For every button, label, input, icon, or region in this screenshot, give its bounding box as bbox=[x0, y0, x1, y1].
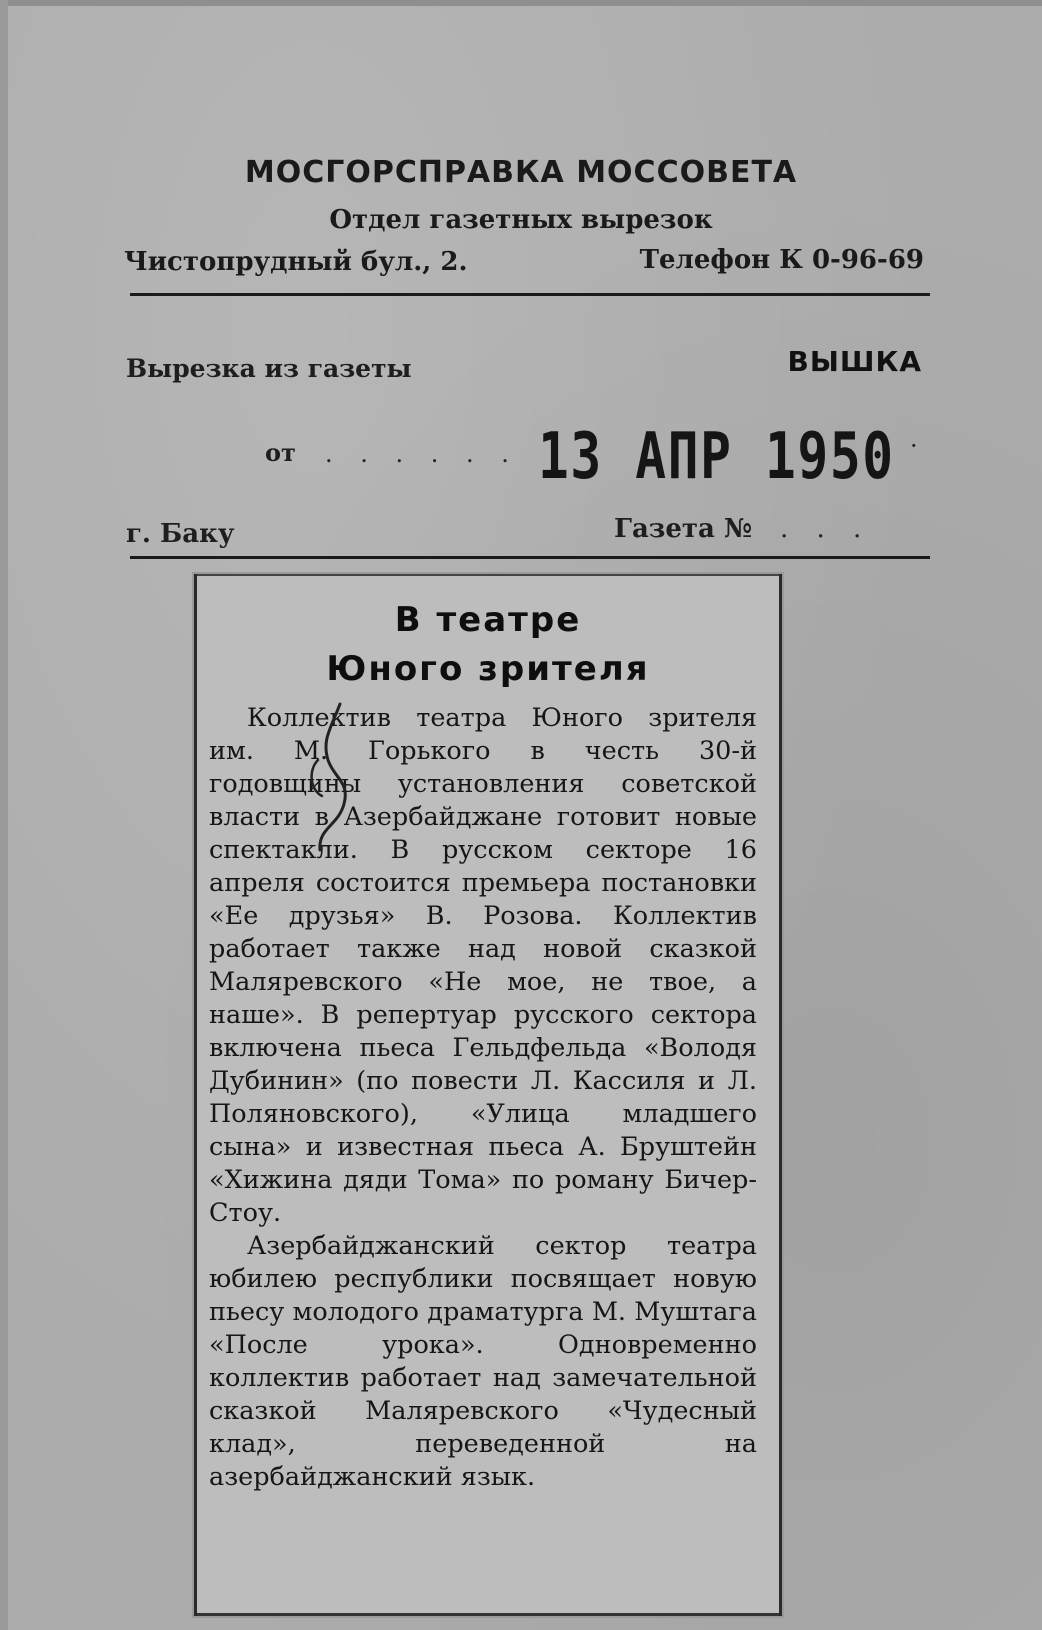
form-divider bbox=[130, 556, 930, 559]
city: г. Баку bbox=[126, 519, 235, 549]
newspaper-number-dots: . . . bbox=[780, 514, 872, 544]
scan-edge-left bbox=[0, 0, 8, 1630]
header-divider bbox=[130, 293, 930, 296]
newspaper-clipping bbox=[194, 574, 782, 1616]
scan-edge-top bbox=[0, 0, 1042, 6]
date-end-dot: · bbox=[910, 432, 918, 460]
clipping-bottom-rule bbox=[197, 1613, 779, 1616]
article-paragraph-2: Азербайджанский сектор театра юбилею республики посвящает новую пьесу молодого драматурга М. Муштага «После урока». Одновременно коллектив работает над замечательной сказкой Маляревского «Чудесный клад», переведенной на азербайджанский язык. bbox=[209, 1231, 757, 1492]
newspaper-name: ВЫШКА bbox=[787, 345, 922, 378]
clipping-top-rule bbox=[197, 574, 779, 576]
date-stamp: 13 АПР 1950 bbox=[538, 420, 895, 494]
article-body bbox=[209, 702, 757, 1494]
department-name: Отдел газетных вырезок bbox=[329, 205, 713, 235]
organization-name: МОСГОРСПРАВКА МОССОВЕТА bbox=[244, 155, 798, 190]
article-headline-line1: В театре bbox=[394, 600, 582, 640]
date-dots: . . . . . . bbox=[325, 440, 519, 468]
article-paragraph-1: Коллектив театра Юного зрителя им. М. Горького в честь 30-й годовщины установления советской власти в Азербайджане готовит новые спектакли. В русском секторе 16 апреля состоится премьера постановки «Ее друзья» В. Розова. Коллектив работает также над новой сказкой Маляревского «Не мое, не твое, а наше». В репертуар русского сектора включена пьеса Гельдфельда «Володя Дубинин» (по повести Л. Кассиля и Л. Поляновского), «Улица младшего сына» и известная пьеса А. Бруштейн «Хижина дяди Тома» по роману Бичер-Стоу. bbox=[209, 703, 757, 1228]
article-headline-line2: Юного зрителя bbox=[326, 649, 650, 689]
clip-source-label: Вырезка из газеты bbox=[126, 354, 412, 383]
phone-number: Телефон К 0-96-69 bbox=[639, 245, 924, 275]
date-from-label: от bbox=[265, 438, 296, 467]
address: Чистопрудный бул., 2. bbox=[124, 247, 468, 277]
newspaper-number-label: Газета № bbox=[614, 514, 753, 544]
